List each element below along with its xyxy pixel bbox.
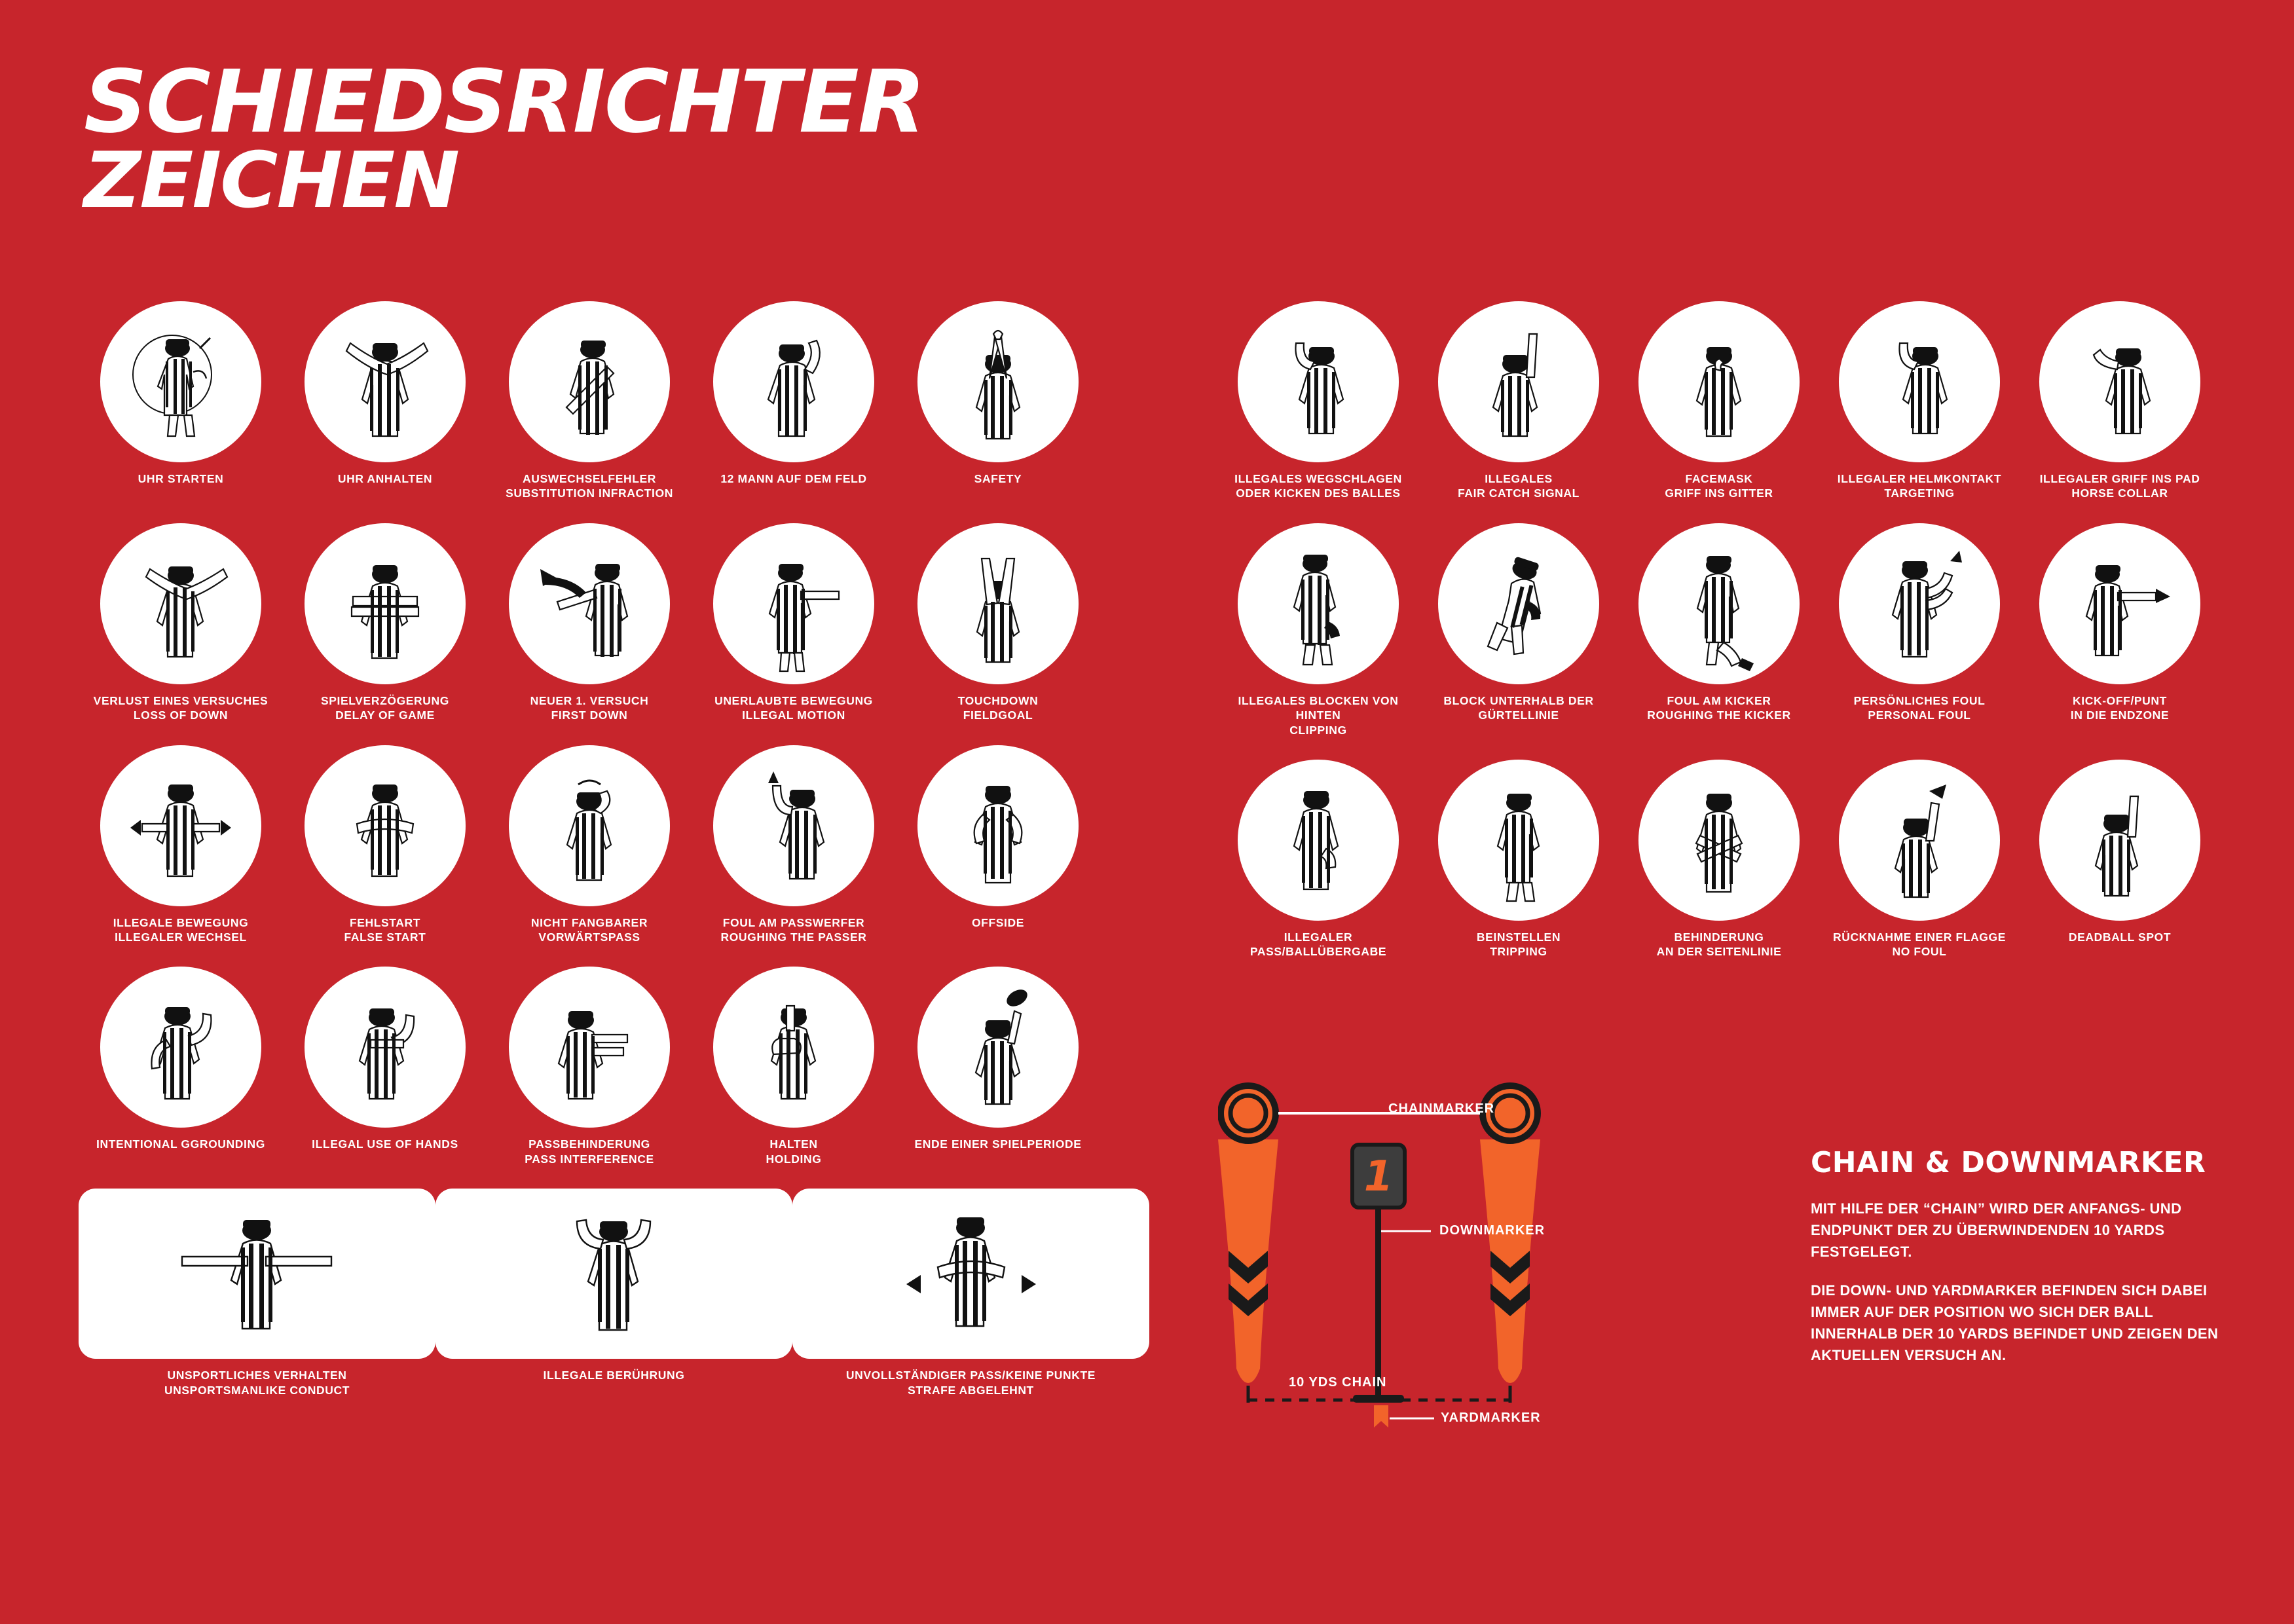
referee-illegal-shift-icon	[100, 745, 261, 906]
sign-caption: AUSWECHSELFEHLER SUBSTITUTION INFRACTION	[506, 472, 673, 500]
signs-column-left	[79, 301, 1100, 1420]
downmarker-number: 1	[1363, 1153, 1394, 1201]
sign-caption: 12 MANN AUF DEM FELD	[720, 472, 867, 485]
referee-incomplete-pass-forward-icon	[509, 745, 670, 906]
referee-tripping-icon	[1438, 760, 1599, 921]
sign-caption: DEADBALL SPOT	[2068, 930, 2172, 944]
referee-pass-interference-icon	[509, 967, 670, 1128]
sign-item	[79, 1189, 435, 1397]
referee-fair-catch-signal-icon	[1438, 301, 1599, 462]
sign-row	[1218, 523, 2220, 737]
referee-incomplete-pass-penalty-declined-icon	[792, 1189, 1149, 1359]
sign-item	[1619, 523, 1819, 737]
referee-12-men-on-field-icon	[713, 301, 874, 462]
referee-sideline-interference-icon	[1638, 760, 1800, 921]
sign-caption: ILLEGALE BERÜHRUNG	[543, 1369, 685, 1382]
referee-illegal-bat-or-kick-icon	[1238, 301, 1399, 462]
referee-delay-of-game-icon	[305, 523, 466, 684]
referee-clipping-icon	[1238, 523, 1399, 684]
referee-roughing-the-passer-icon	[713, 745, 874, 906]
sign-item	[692, 523, 896, 723]
sign-item	[79, 523, 283, 723]
sign-caption: NICHT FANGBARER VORWÄRTSPASS	[530, 915, 648, 944]
sign-item	[1819, 523, 2020, 737]
title-line-primary: SCHIEDSRICHTER	[84, 52, 925, 153]
chainmarker-left	[1218, 1086, 1278, 1383]
sign-item	[792, 1189, 1149, 1397]
sign-item	[1218, 301, 1418, 501]
sign-item	[692, 967, 896, 1166]
referee-touchdown-fieldgoal-icon	[917, 523, 1079, 684]
title-line-secondary: ZEICHEN	[84, 135, 459, 226]
sign-caption: TOUCHDOWN FIELDGOAL	[957, 693, 1039, 722]
sign-caption: FOUL AM PASSWERFER ROUGHING THE PASSER	[720, 915, 867, 944]
chain-description-block	[1811, 1146, 2230, 1383]
sign-caption: SAFETY	[974, 472, 1022, 485]
referee-horse-collar-icon	[2039, 301, 2200, 462]
sign-item	[2020, 301, 2220, 501]
sign-item	[1418, 301, 1619, 501]
sign-caption: UHR STARTEN	[138, 472, 224, 485]
sign-item	[1619, 301, 1819, 501]
sign-caption: HALTEN HOLDING	[766, 1137, 822, 1166]
sign-caption: BLOCK UNTERHALB DER GÜRTELLINIE	[1443, 693, 1594, 722]
sign-item	[692, 745, 896, 945]
sign-caption: OFFSIDE	[971, 915, 1025, 929]
chain-paragraph: DIE DOWN- UND YARDMARKER BEFINDEN SICH DABEI IMMER AUF DER POSITION WO SICH DER BALL INNERHALB DER 10 YARDS BEFINDET UND ZEIGEN DEN AKTUELLEN VERSUCH AN.	[1811, 1282, 2219, 1363]
sign-caption: PASSBEHINDERUNG PASS INTERFERENCE	[525, 1137, 654, 1166]
sign-item	[896, 523, 1100, 723]
sign-caption: ILLEGALER GRIFF INS PAD HORSE COLLAR	[2039, 472, 2200, 500]
sign-row	[79, 523, 1100, 723]
sign-item	[896, 967, 1100, 1166]
yardmarker-label: YARDMARKER	[1441, 1411, 1541, 1425]
referee-false-start-icon	[305, 745, 466, 906]
sign-row	[1218, 760, 2220, 959]
sign-caption: UNSPORTLICHES VERHALTEN UNSPORTSMANLIKE CONDUCT	[164, 1369, 350, 1397]
signs-column-right	[1218, 301, 2220, 982]
sign-item	[896, 301, 1100, 501]
sign-item	[79, 967, 283, 1166]
sign-caption: ILLEGALE BEWEGUNG ILLEGALER WECHSEL	[113, 915, 249, 944]
downmarker-label: DOWNMARKER	[1439, 1223, 1545, 1238]
page-title	[84, 52, 1197, 226]
sign-caption: VERLUST EINES VERSUCHES LOSS OF DOWN	[93, 693, 268, 722]
sign-item	[1418, 523, 1619, 737]
referee-illegal-pass-handoff-icon	[1238, 760, 1399, 921]
sign-caption: PERSÖNLICHES FOUL PERSONAL FOUL	[1853, 693, 1986, 722]
referee-loss-of-down-icon	[100, 523, 261, 684]
chain-paragraph: MIT HILFE DER “CHAIN” WIRD DER ANFANGS- UND ENDPUNKT DER ZU ÜBERWINDENDEN 10 YARDS FESTGELEGT.	[1811, 1200, 2182, 1260]
sign-caption: SPIELVERZÖGERUNG DELAY OF GAME	[321, 693, 449, 722]
sign-item	[487, 301, 692, 501]
sign-caption: ENDE EINER SPIELPERIODE	[914, 1137, 1082, 1151]
sign-caption: ILLEGALER HELMKONTAKT TARGETING	[1837, 472, 2002, 500]
sign-caption: ILLEGALES WEGSCHLAGEN ODER KICKEN DES BALLES	[1234, 472, 1402, 500]
sign-item	[487, 745, 692, 945]
referee-deadball-spot-icon	[2039, 760, 2200, 921]
sign-caption: ILLEGALES BLOCKEN VON HINTEN CLIPPING	[1238, 693, 1399, 737]
sign-item	[2020, 760, 2220, 959]
sign-row	[79, 967, 1100, 1166]
referee-roughing-the-kicker-icon	[1638, 523, 1800, 684]
chain-downmarker-graphic	[1218, 1067, 1794, 1526]
referee-stop-clock-icon	[305, 301, 466, 462]
sign-item	[1218, 760, 1418, 959]
chain-panel-title: CHAIN & DOWNMARKER	[1811, 1146, 2206, 1179]
sign-row	[1218, 301, 2220, 501]
sign-caption: NEUER 1. VERSUCH FIRST DOWN	[530, 693, 649, 722]
referee-illegal-motion-icon	[713, 523, 874, 684]
sign-caption: UHR ANHALTEN	[337, 472, 433, 485]
sign-item	[283, 523, 487, 723]
referee-end-of-period-icon	[917, 967, 1079, 1128]
sign-caption: UNERLAUBTE BEWEGUNG ILLEGAL MOTION	[714, 693, 873, 722]
sign-item	[1619, 760, 1819, 959]
referee-offside-icon	[917, 745, 1079, 906]
downmarker-sign	[1352, 1145, 1405, 1403]
referee-facemask-icon	[1638, 301, 1800, 462]
sign-item	[487, 523, 692, 723]
referee-holding-icon	[713, 967, 874, 1128]
sign-caption: RÜCKNAHME EINER FLAGGE NO FOUL	[1832, 930, 2007, 959]
sign-caption: FOUL AM KICKER ROUGHING THE KICKER	[1647, 693, 1791, 722]
referee-unsportsmanlike-conduct-icon	[79, 1189, 435, 1359]
sign-row	[79, 301, 1100, 501]
sign-item	[896, 745, 1100, 945]
sign-caption: KICK-OFF/PUNT IN DIE ENDZONE	[2070, 693, 2170, 722]
sign-item	[2020, 523, 2220, 737]
referee-no-foul-flag-pickup-icon	[1839, 760, 2000, 921]
referee-first-down-icon	[509, 523, 670, 684]
referee-intentional-grounding-icon	[100, 967, 261, 1128]
sign-caption: ILLEGALES FAIR CATCH SIGNAL	[1458, 472, 1580, 500]
chain-downmarker-panel	[1218, 1067, 2240, 1526]
referee-substitution-infraction-icon	[509, 301, 670, 462]
chainmarker-label: CHAINMARKER	[1388, 1101, 1495, 1116]
sign-item	[79, 301, 283, 501]
sign-item	[283, 745, 487, 945]
sign-row-wide	[79, 1189, 1100, 1397]
sign-caption: UNVOLLSTÄNDIGER PASS/KEINE PUNKTE STRAFE ABGELEHNT	[845, 1369, 1096, 1397]
sign-item	[692, 301, 896, 501]
sign-caption: INTENTIONAL GGROUNDING	[96, 1137, 265, 1151]
sign-item	[1819, 301, 2020, 501]
sign-item	[1418, 760, 1619, 959]
sign-caption: BEHINDERUNG AN DER SEITENLINIE	[1656, 930, 1782, 959]
sign-caption: BEINSTELLEN TRIPPING	[1476, 930, 1561, 959]
sign-item	[435, 1189, 792, 1397]
sign-row	[79, 745, 1100, 945]
referee-start-clock-icon	[100, 301, 261, 462]
sign-item	[283, 967, 487, 1166]
sign-item	[79, 745, 283, 945]
sign-caption: ILLEGALER PASS/BALLÜBERGABE	[1249, 930, 1387, 959]
sign-item	[1218, 523, 1418, 737]
sign-item	[1819, 760, 2020, 959]
sign-caption: FEHLSTART FALSE START	[344, 915, 426, 944]
referee-illegal-use-of-hands-icon	[305, 967, 466, 1128]
sign-item	[487, 967, 692, 1166]
sign-item	[283, 301, 487, 501]
referee-targeting-icon	[1839, 301, 2000, 462]
yardmarker-icon	[1374, 1405, 1434, 1428]
referee-block-below-waist-icon	[1438, 523, 1599, 684]
sign-caption: ILLEGAL USE OF HANDS	[312, 1137, 458, 1151]
chain-length-label: 10 YDS CHAIN	[1289, 1375, 1387, 1390]
referee-kickoff-punt-endzone-icon	[2039, 523, 2200, 684]
referee-personal-foul-icon	[1839, 523, 2000, 684]
referee-illegal-touching-icon	[435, 1189, 792, 1359]
referee-safety-icon	[917, 301, 1079, 462]
sign-caption: FACEMASK GRIFF INS GITTER	[1665, 472, 1773, 500]
